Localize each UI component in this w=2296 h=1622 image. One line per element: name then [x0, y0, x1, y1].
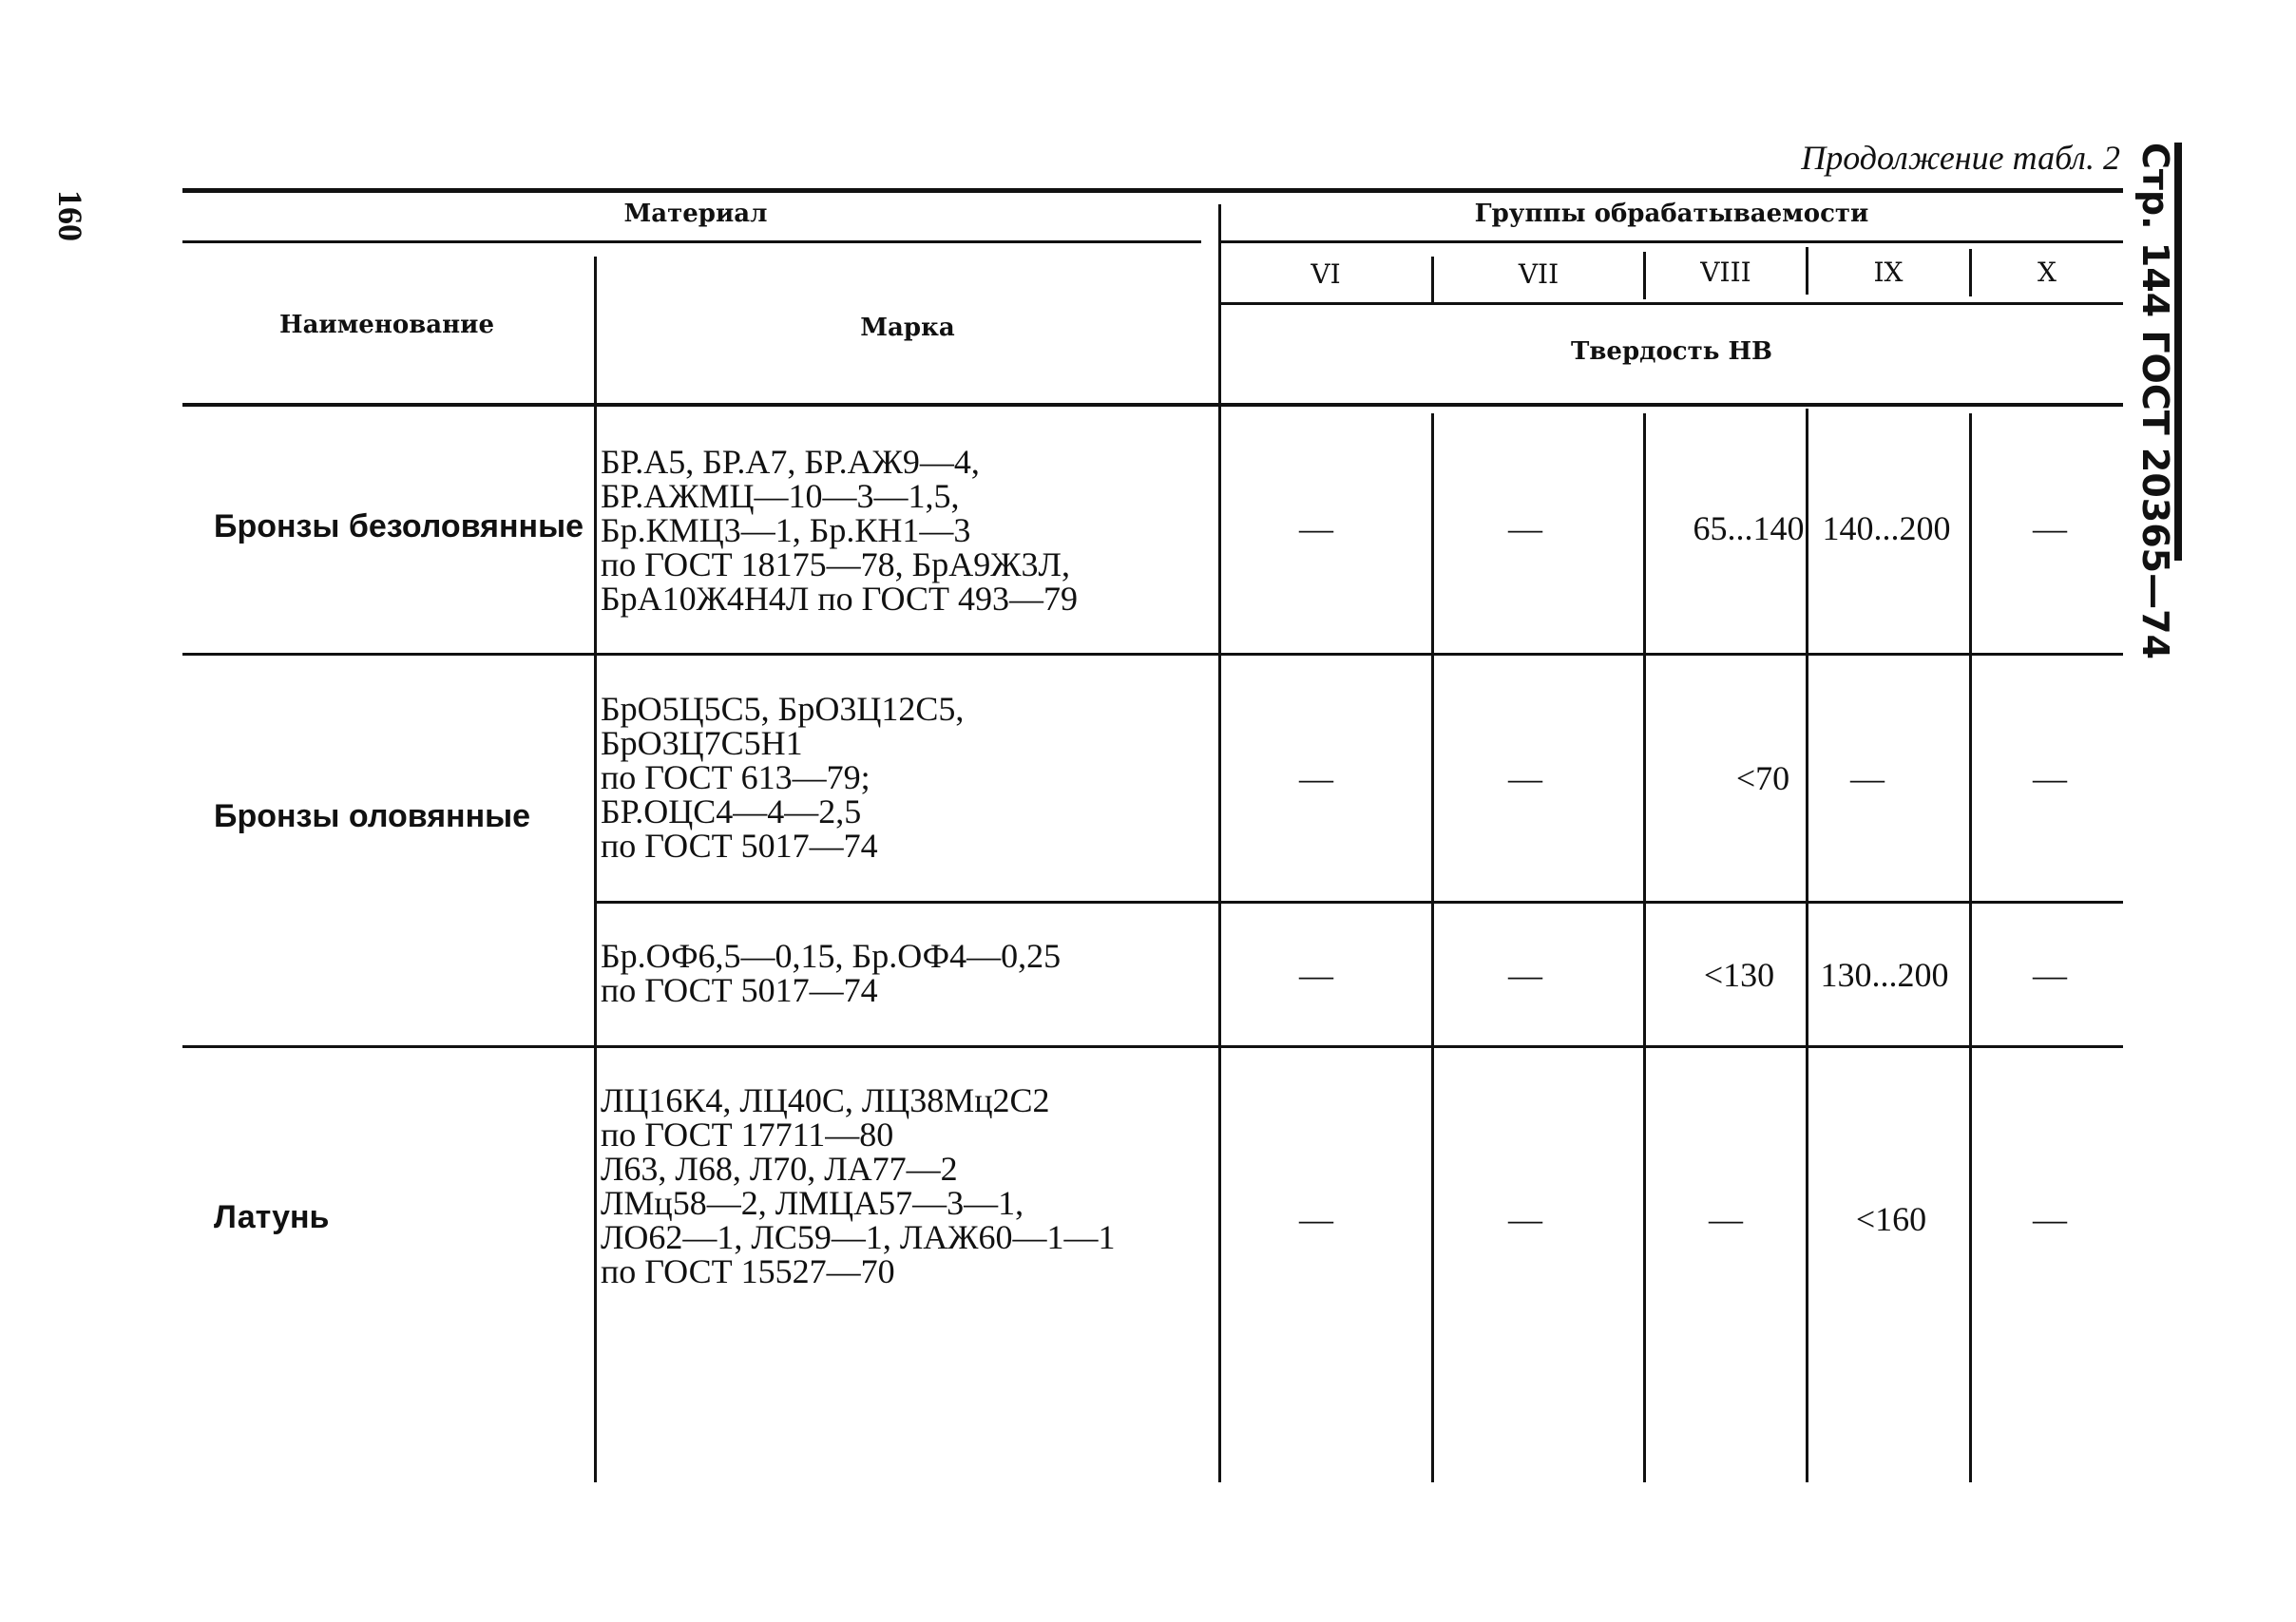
row-grade-brass: ЛЦ16К4, ЛЦ40С, ЛЦ38Мц2С2 по ГОСТ 17711—80 Л63, Л68, Л70, ЛА77—2 ЛМц58—2, ЛМЦА57—3—1, ЛО62—1, ЛС59—1, ЛАЖ60—1—1 по ГОСТ 15527—70 — [601, 1081, 1116, 1290]
row2-vi: — — [1299, 759, 1333, 797]
row-name-tin-bronze: Бронзы оловянные — [214, 798, 531, 834]
row3-ix: 130...200 — [1820, 956, 1949, 994]
col-rule-ix-body — [1806, 409, 1808, 1482]
row-rule-3 — [182, 1045, 2123, 1048]
header-rule-2 — [1220, 302, 2123, 305]
table-top-rule — [182, 188, 2123, 193]
row1-viii: 65...140 — [1693, 509, 1805, 547]
group-x-label: X — [2038, 257, 2057, 288]
grade-header: Марка — [860, 314, 955, 342]
group-viii-label: VIII — [1700, 257, 1751, 288]
row3-vi: — — [1299, 956, 1333, 994]
row1-vi: — — [1299, 509, 1333, 547]
row-grade-tin-bronze-2: Бр.ОФ6,5—0,15, Бр.ОФ4—0,25 по ГОСТ 5017—74 — [601, 937, 1062, 1009]
row2-ix: — — [1850, 759, 1885, 797]
row2-vii: — — [1508, 759, 1542, 797]
row4-vi: — — [1299, 1200, 1333, 1238]
col-rule-vii-body — [1431, 413, 1434, 1482]
materials-header: Материал — [623, 200, 768, 228]
header-rule-1 — [182, 240, 1201, 243]
row-name-tinless-bronze: Бронзы безоловянные — [214, 508, 584, 544]
row1-ix: 140...200 — [1822, 509, 1951, 547]
row4-vii: — — [1508, 1200, 1542, 1238]
col-rule-viii-body — [1643, 413, 1646, 1482]
group-ix-label: IX — [1873, 257, 1904, 288]
group-vii-label: VII — [1518, 258, 1559, 290]
row-rule-2 — [594, 901, 2123, 904]
col-rule-grade — [594, 257, 597, 1482]
col-rule-x-body — [1969, 413, 1972, 1482]
row1-x: — — [2033, 509, 2067, 547]
groups-header: Группы обрабатываемости — [1474, 200, 1869, 228]
row4-ix: <160 — [1855, 1200, 1927, 1238]
continuation-label: Продолжение табл. 2 — [1801, 139, 2120, 177]
name-header: Наименование — [279, 311, 494, 339]
row-rule-1 — [182, 653, 2123, 656]
row4-viii: — — [1709, 1200, 1743, 1238]
row-grade-tin-bronze: БрО5Ц5С5, БрО3Ц12С5, БрО3Ц7С5Н1 по ГОСТ 613—79; БР.ОЦС4—4—2,5 по ГОСТ 5017—74 — [601, 690, 965, 865]
row3-viii: <130 — [1703, 956, 1775, 994]
row-name-brass: Латунь — [214, 1199, 330, 1235]
row4-x: — — [2033, 1200, 2067, 1238]
row-grade-tinless-bronze: БР.А5, БР.А7, БР.АЖ9—4, БР.АЖМЦ—10—3—1,5, Бр.КМЦ3—1, Бр.КН1—3 по ГОСТ 18175—78, БрА9Ж3Л, БрА10Ж4Н4Л по ГОСТ 493—79 — [601, 443, 1078, 618]
header-bottom-rule — [182, 403, 2123, 407]
standard-reference: Стр. 144 ГОСТ 20365—74 — [2134, 143, 2176, 659]
col-rule-vi — [1218, 204, 1221, 1482]
row2-x: — — [2033, 759, 2067, 797]
row3-vii: — — [1508, 956, 1542, 994]
group-vi-label: VI — [1311, 258, 1341, 290]
header-rule-1b — [1220, 240, 2123, 243]
row2-viii: <70 — [1735, 759, 1790, 797]
page-number: 160 — [51, 190, 89, 241]
row1-vii: — — [1508, 509, 1542, 547]
hardness-header: Твердость НВ — [1571, 337, 1772, 366]
row3-x: — — [2033, 956, 2067, 994]
